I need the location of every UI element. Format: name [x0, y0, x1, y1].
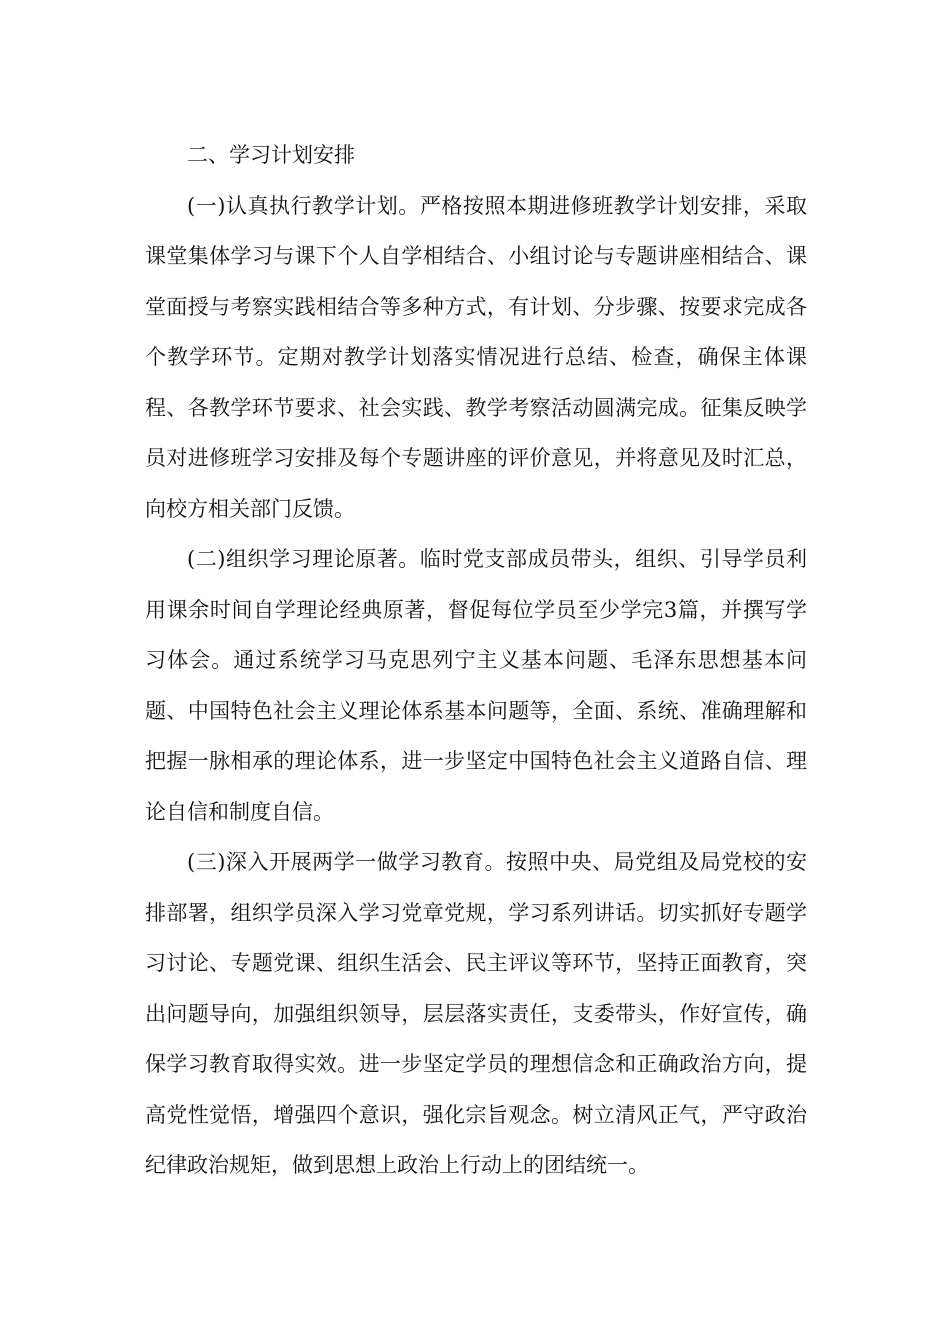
section-heading: 二、学习计划安排 [187, 143, 355, 167]
paragraph-education-activity: (三)深入开展两学一做学习教育。按照中央、局党组及局党校的安排部署，组织学员深入学习党章党规，学习系列讲话。切实抓好专题学习讨论、专题党课、组织生活会、民主评议等环节，坚持正面教育，突出问题导向，加强组织领导，层层落实责任，支委带头，作好宣传，确保学习教育取得实效。进一步坚定学员的理想信念和正确政治方向，提高党性觉悟，增强四个意识，强化宗旨观念。树立清风正气，严守政治纪律政治规矩，做到思想上政治上行动上的团结统一。 [145, 850, 807, 1177]
paragraph-teaching-plan: (一)认真执行教学计划。严格按照本期进修班教学计划安排，采取课堂集体学习与课下个人自学相结合、小组讨论与专题讲座相结合、课堂面授与考察实践相结合等多种方式，有计划、分步骤、按要求完成各个教学环节。定期对教学计划落实情况进行总结、检查，确保主体课程、各教学环节要求、社会实践、教学考察活动圆满完成。征集反映学员对进修班学习安排及每个专题讲座的评价意见，并将意见及时汇总，向校方相关部门反馈。 [145, 193, 807, 521]
document-body [145, 130, 807, 1191]
paragraph-theory-study: (二)组织学习理论原著。临时党支部成员带头，组织、引导学员利用课余时间自学理论经典原著，督促每位学员至少学完3篇，并撰写学习体会。通过系统学习马克思列宁主义基本问题、毛泽东思想基本问题、中国特色社会主义理论体系基本问题等，全面、系统、准确理解和把握一脉相承的理论体系，进一步坚定中国特色社会主义道路自信、理论自信和制度自信。 [145, 547, 807, 824]
